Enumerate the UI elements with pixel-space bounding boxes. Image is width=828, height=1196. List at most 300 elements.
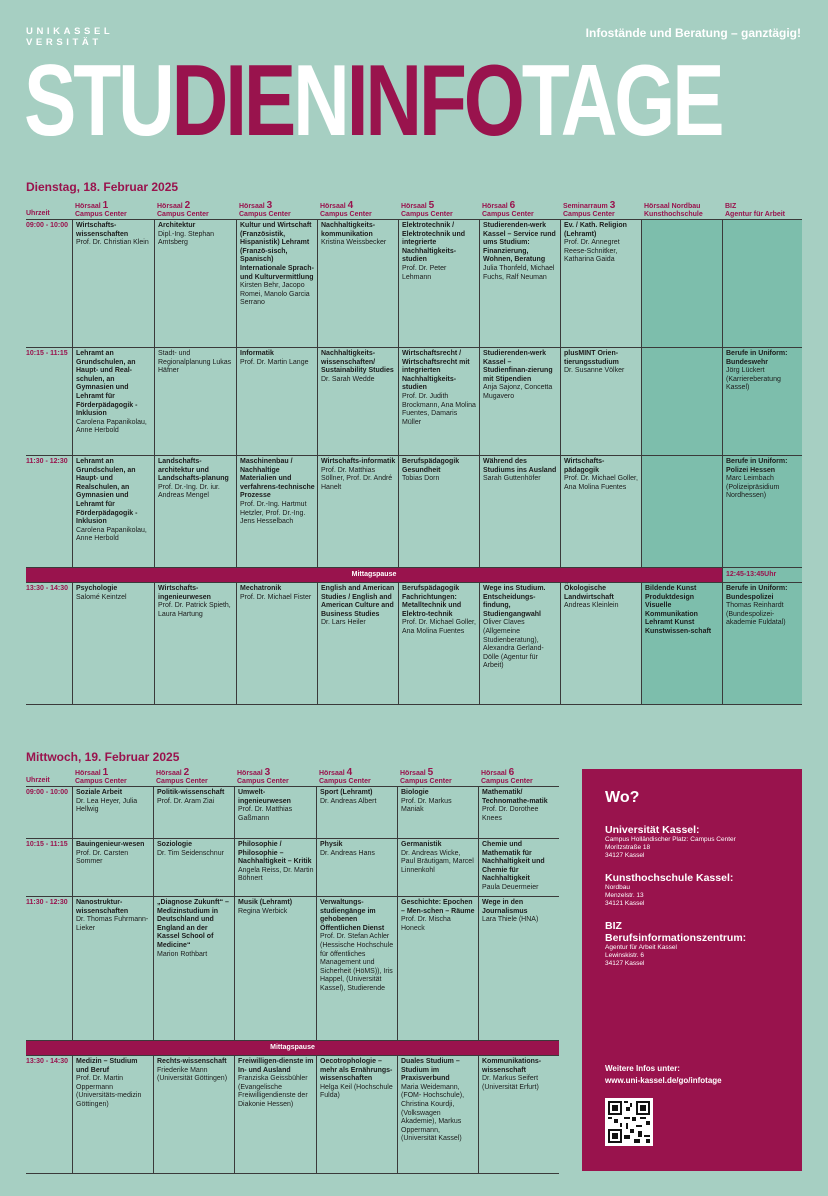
session-title-mathematik-technomathe-matik: Mathematik/ Technomathe-matik: [482, 789, 548, 805]
session-cell: [722, 348, 802, 455]
room-name-prefix: Hörsaal: [156, 770, 184, 777]
session-cell: [478, 897, 559, 1040]
session-title-bauingenieur-wesen: Bauingenieur-wesen: [76, 841, 145, 848]
session-title-berufe-in-uniform-bundespolizei: Berufe in Uniform: Bundespolizei: [726, 585, 788, 601]
session-cell: [479, 348, 560, 455]
time-slot: 09:00 - 10:00: [26, 222, 69, 229]
session-cell: [722, 456, 802, 567]
address-line: Agentur für Arbeit Kassel: [605, 944, 677, 951]
session-title-sport-lehramt: Sport (Lehramt): [320, 789, 373, 796]
room-number: 3: [609, 201, 616, 211]
session-speakers: Prof. Dr.-Ing. Hartmut Hetzler, Prof. Dr.-Ing. Jens Hesselbach: [240, 500, 307, 526]
session-title-wirtschafts-informatik: Wirtschafts-informatik: [321, 458, 396, 465]
room-name-prefix: Hörsaal: [401, 203, 429, 210]
session-title-während-des-studiums-ins-ausland: Während des Studiums ins Ausland: [483, 458, 557, 474]
session-title-berufe-in-uniform-bundeswehr: Berufe in Uniform: Bundeswehr: [726, 350, 788, 366]
address-line: Nordbau: [605, 884, 630, 891]
session-title-geschichte-epochen-men-schen-räume: Geschichte: Epochen – Men-schen – Räume: [401, 899, 475, 915]
session-speakers: Prof. Dr. Mischa Honeck: [401, 916, 451, 932]
session-cell: [641, 348, 722, 455]
biz-lunch-time: 12:45-13:45Uhr: [722, 568, 802, 582]
session-title-berufspädagogik-fachrichtungen-metalltec: Berufspädagogik Fachrichtungen: Metalltechnik und Elektro-technik: [402, 585, 462, 618]
schedule-row: [26, 348, 802, 456]
session-cell: [234, 1056, 316, 1173]
session-speakers: Dr. Markus Seifert (Universität Erfurt): [482, 1075, 539, 1091]
room-building: Campus Center: [239, 211, 291, 218]
session-speakers: Angela Reiss, Dr. Martin Böhnert: [238, 866, 314, 883]
room-name-prefix: Hörsaal: [75, 770, 103, 777]
session-title-nachhaltigkeits-wissenschaften-sustainab: Nachhaltigkeits-wissenschaften/ Sustainability Studies: [321, 350, 394, 375]
room-name: [75, 202, 153, 211]
room-name: [320, 202, 397, 211]
session-speakers: Prof. Dr. Michael Fister: [240, 593, 312, 601]
session-title-wirtschafts-ingenieurwesen: Wirtschafts-ingenieurwesen: [158, 585, 211, 601]
room-header-5: [397, 768, 478, 786]
location-biz-heading: [605, 920, 802, 944]
session-title-diagnose-zukunft-medizinstudium-in-deuts: „Diagnose Zukunft“ – Medizinstudium in Deutschland und England an der Kassel School of Medicine“: [157, 899, 229, 949]
room-header-1: [72, 768, 153, 786]
schedule-row-afternoon: [26, 1056, 559, 1174]
session-speakers: Franziska Geissbühler (Evangelische Freiwilligendienste der Diakonie Hessen): [238, 1075, 308, 1108]
session-title-architektur: Architektur: [158, 222, 196, 229]
session-cell: [317, 583, 398, 704]
room-name: [239, 202, 316, 211]
address-line: 34127 Kassel: [605, 960, 645, 967]
logo-line-1: UNIKASSEL: [26, 26, 114, 37]
session-speakers: Dr. Andreas Wicke, Paul Bräutigam, Marcel Linnenkohl: [401, 849, 474, 874]
session-title-kommunikations-wissenschaft: Kommunikations-wissenschaft: [482, 1058, 542, 1074]
lunch-break-bar: Mittagspause: [26, 568, 722, 582]
room-name-prefix: Hörsaal: [482, 203, 510, 210]
session-cell: [722, 220, 802, 347]
session-speakers: Prof. Dr. Carsten Sommer: [76, 849, 129, 866]
session-cell: [478, 787, 559, 838]
session-speakers: Anja Sajonz, Concetta Mugavero: [483, 384, 553, 400]
room-header-3: [234, 768, 316, 786]
session-title-mechatronik: Mechatronik: [240, 585, 282, 592]
session-speakers: Lara Thiele (HNA): [482, 916, 539, 924]
room-number: 4: [347, 201, 354, 211]
session-cell: [479, 456, 560, 567]
session-title-ev-kath-religion-lehramt: Ev. / Kath. Religion (Lehramt): [564, 222, 627, 238]
session-cell: [398, 220, 479, 347]
room-name-prefix: Hörsaal: [319, 770, 347, 777]
session-title-wege-ins-studium-entscheidungs-findung-s: Wege ins Studium. Entscheidungs-findung, Studiengangwahl: [483, 585, 546, 618]
room-building: Kunsthochschule: [644, 211, 703, 218]
room-header-4: [316, 768, 397, 786]
session-speakers: Prof. Dr. Stefan Achler (Hessische Hochschule für öffentliches Management und Sicherheit (HöMS)), Iris Happel, (Universität Kassel), Studierende: [320, 933, 394, 992]
page-title: [24, 45, 722, 157]
session-speakers: Dr. Susanne Völker: [564, 367, 625, 375]
lunch-row: [26, 568, 802, 583]
tuesday-schedule: [26, 201, 802, 705]
room-name: [75, 769, 152, 778]
room-name: [482, 202, 559, 211]
room-header-8: [641, 201, 722, 219]
session-title-english-and-american-studies-english-and: English and American Studies / English and American Culture and Business Studies: [321, 585, 395, 618]
session-cell: [398, 348, 479, 455]
session-cell: [72, 787, 153, 838]
session-title-soziologie: Soziologie: [157, 841, 192, 848]
session-title-nachhaltigkeits-kommunikation: Nachhaltigkeits-kommunikation: [321, 222, 376, 238]
address-line: 34121 Kassel: [605, 900, 645, 907]
room-building: Agentur für Arbeit: [725, 211, 786, 218]
session-cell: [397, 839, 478, 896]
session-cell: [72, 1056, 153, 1173]
session-cell: [72, 456, 154, 567]
biz-abbrev: BIZ: [605, 920, 622, 932]
room-number: 3: [266, 201, 273, 211]
room-number: 6: [509, 201, 516, 211]
session-speakers: Andreas Kleinlein: [564, 602, 619, 610]
logo-line-2: VERSITÄT: [26, 37, 102, 48]
room-header-9: [722, 201, 802, 219]
room-name-prefix: Hörsaal: [239, 203, 267, 210]
session-speakers: Prof. Dr. Matthias Söllner, Prof. Dr. André Hanelt: [321, 466, 393, 491]
room-name: [401, 202, 478, 211]
schedule-row: [26, 456, 802, 568]
location-box: [582, 769, 802, 1171]
title-part-stu: STU: [24, 45, 172, 157]
session-cell: [153, 839, 234, 896]
time-slot: 10:15 - 11:15: [26, 841, 68, 848]
time-slot: 11:30 - 12:30: [26, 899, 68, 906]
session-cell: [398, 583, 479, 704]
room-name: [157, 202, 235, 211]
session-cell: [236, 456, 317, 567]
session-speakers: Dr. Thomas Fuhrmann-Lieker: [76, 916, 149, 932]
more-info-link[interactable]: www.uni-kassel.de/go/infotage: [605, 1076, 722, 1085]
session-speakers: Prof. Dr.-Ing. Dr. iur. Andreas Mengel: [158, 483, 220, 500]
room-building: Campus Center: [401, 211, 453, 218]
session-speakers: Stadt- und Regionalplanung Lukas Häfner: [158, 350, 232, 375]
session-speakers: Thomas Reinhardt (Bundespolizei-akademie Fuldatal): [726, 602, 786, 627]
wednesday-date: Mittwoch, 19. Februar 2025: [26, 750, 180, 764]
session-cell: [641, 220, 722, 347]
title-part-info: INFO: [346, 45, 522, 157]
time-column-header: Uhrzeit: [26, 210, 50, 217]
session-speakers: Dr. Sarah Wedde: [321, 375, 375, 383]
session-title-politik-wissenschaft: Politik-wissenschaft: [157, 789, 225, 796]
session-speakers: Friederike Mann (Universität Göttingen): [157, 1066, 228, 1083]
time-slot: 13:30 - 14:30: [26, 585, 69, 592]
session-title-studierenden-werk-kassel-service-rund-um: Studierenden-werk Kassel – Service rund ums Studium: Finanzierung, Wohnen, Beratung: [483, 222, 556, 264]
room-header-5: [398, 201, 479, 219]
room-building: Campus Center: [563, 211, 615, 218]
session-speakers: Prof. Dr. Peter Lehmann: [402, 264, 447, 281]
session-speakers: Maria Weidemann, (FOM- Hochschule), Christina Kourdji, (Volkswagen Akademie), Markus Oppermann, (Universität Kassel): [401, 1083, 465, 1143]
room-number: 1: [102, 768, 109, 778]
session-cell: [397, 787, 478, 838]
session-cell: [479, 583, 560, 704]
session-cell: [153, 787, 234, 838]
session-title-chemie-und-mathematik-für-nachhaltigkeit: Chemie und Mathematik für Nachhaltigkeit und Chemie für Nachhaltigkeit: [482, 841, 545, 883]
session-title-wirtschaftsrecht-wirtschaftsrecht-mit-in: Wirtschaftsrecht / Wirtschaftsrecht mit integrierten Nachhaltigkeits-studien: [402, 350, 470, 392]
session-title-plusmint-orien-tierungsstudium: plusMINT Orien-tierungsstudium: [564, 350, 619, 366]
room-building: Campus Center: [400, 778, 452, 785]
session-speakers: Prof. Dr. Patrick Spieth, Laura Hartung: [158, 602, 231, 618]
session-speakers: Prof. Dr. Martin Oppermann (Universitäts-medizin Göttingen): [76, 1075, 142, 1108]
location-uni-heading: Universität Kassel:: [605, 824, 700, 836]
session-speakers: Marc Leimbach (Polizeipräsidium Nordhessen): [726, 475, 780, 500]
session-title-philosophie-philosophie-nachhaltigkeit-k: Philosophie / Philosophie – Nachhaltigkeit – Kritik: [238, 841, 312, 866]
session-cell: [236, 348, 317, 455]
session-title-soziale-arbeit: Soziale Arbeit: [76, 789, 123, 796]
session-title-verwaltungs-studiengänge-im-gehobenen-öf: Verwaltungs-studiengänge im gehobenen Öffentlichen Dienst: [320, 899, 385, 932]
address-line: Moritzstraße 18: [605, 844, 651, 851]
location-title: Wo?: [605, 789, 640, 806]
session-speakers: Prof. Dr. Matthias Gaßmann: [238, 806, 293, 822]
session-cell: [72, 897, 153, 1040]
session-title-psychologie: Psychologie: [76, 585, 118, 592]
time-slot: 09:00 - 10:00: [26, 789, 69, 796]
session-speakers: Prof. Dr. Aram Ziai: [157, 797, 215, 805]
room-name-prefix: Hörsaal: [75, 203, 103, 210]
room-name: [319, 769, 396, 778]
biz-full: Berufsinformationszentrum:: [605, 932, 747, 944]
room-name-prefix: Hörsaal Nordbau: [644, 203, 701, 210]
schedule-row: [26, 220, 802, 348]
room-header-2: [153, 768, 234, 786]
room-header-2: [154, 201, 236, 219]
room-name: [400, 769, 477, 778]
session-cell: [154, 220, 236, 347]
schedule-header-row: [26, 201, 802, 220]
session-cell: [234, 839, 316, 896]
session-title-wirtschafts-pädagogik: Wirtschafts-pädagogik: [564, 458, 605, 474]
session-cell: [397, 897, 478, 1040]
room-header-3: [236, 201, 317, 219]
schedule-row: [26, 839, 559, 897]
address-line: Menzelstr. 13: [605, 892, 644, 899]
session-speakers: Sarah Guttenhöfer: [483, 475, 541, 483]
room-name: [563, 202, 640, 211]
location-kunsthochschule-heading: Kunsthochschule Kassel:: [605, 872, 734, 884]
session-cell: [722, 583, 802, 704]
session-speakers: Prof. Dr. Christian Klein: [76, 239, 149, 247]
location-uni-address: [605, 836, 802, 860]
session-cell: [72, 348, 154, 455]
time-slot: 10:15 - 11:15: [26, 350, 68, 357]
room-number: 3: [264, 768, 271, 778]
session-speakers: Oliver Claves (Allgemeine Studienberatung), Alexandra Gerland-Dölle (Agentur für Arbeit): [483, 619, 544, 670]
session-title-wege-in-den-journalismus: Wege in den Journalismus: [482, 899, 528, 915]
session-cell: [316, 787, 397, 838]
tuesday-date: Dienstag, 18. Februar 2025: [26, 180, 179, 194]
session-speakers: Prof. Dr. Judith Brockmann, Ana Molina Fuentes, Damaris Müller: [402, 392, 476, 426]
room-number: 5: [427, 768, 434, 778]
session-speakers: Helga Keil (Hochschule Fulda): [320, 1083, 393, 1100]
session-cell: [641, 583, 722, 704]
session-title-rechts-wissenschaft: Rechts-wissenschaft: [157, 1058, 227, 1065]
session-speakers: Marion Rothbart: [157, 950, 208, 958]
session-cell: [153, 897, 234, 1040]
session-speakers: Prof. Dr. Michael Goller, Ana Molina Fuentes: [564, 475, 638, 491]
room-number: 1: [102, 201, 109, 211]
room-building: Campus Center: [319, 778, 371, 785]
address-line: Campus Holländischer Platz: Campus Center: [605, 836, 736, 843]
session-speakers: Kirsten Behr, Jacopo Romei, Manolo Garcia Serrano: [240, 282, 310, 307]
room-name: [725, 202, 801, 211]
room-number: 4: [346, 768, 353, 778]
session-title-maschinenbau-nachhaltige-materialien-und: Maschinenbau / Nachhaltige Materialien und verfahrens-technische Prozesse: [240, 458, 315, 500]
room-building: Campus Center: [237, 778, 289, 785]
session-speakers: Carolena Papanikolau, Anne Herbold: [76, 418, 147, 435]
room-number: 6: [508, 768, 515, 778]
session-speakers: Prof. Dr. Martin Lange: [240, 358, 309, 366]
session-cell: [478, 839, 559, 896]
room-header-6: [478, 768, 559, 786]
session-cell: [154, 456, 236, 567]
session-speakers: Carolena Papanikolau, Anne Herbold: [76, 526, 147, 543]
address-line: 34127 Kassel: [605, 852, 645, 859]
session-cell: [316, 839, 397, 896]
session-speakers: Jörg Lückert (Karriereberatung Kassel): [726, 367, 781, 392]
session-speakers: Prof. Dr. Michael Goller, Ana Molina Fuentes: [402, 619, 476, 635]
session-speakers: Regina Werbick: [238, 907, 288, 915]
session-cell: [72, 839, 153, 896]
session-cell: [560, 456, 641, 567]
room-name-prefix: Seminarraum: [563, 203, 610, 210]
room-name: [237, 769, 315, 778]
session-title-elektrotechnik-elektrotechnik-und-integr: Elektrotechnik / Elektrotechnik und integrierte Nachhaltigkeits-studien: [402, 222, 466, 264]
session-speakers: Julia Thonfeld, Michael Fuchs, Ralf Neuman: [483, 264, 555, 281]
session-title-informatik: Informatik: [240, 350, 274, 357]
location-biz-address: [605, 944, 802, 968]
room-name-prefix: Hörsaal: [400, 770, 428, 777]
session-title-lehramt-an-grundschulen-an-haupt-und-rea: Lehramt an Grundschulen, an Haupt- und Real-schulen, an Gymnasien und Lehramt für Förderpädagogik - Inklusion: [76, 350, 138, 418]
session-title-biologie: Biologie: [401, 789, 429, 796]
session-cell: [560, 583, 641, 704]
session-cell: [317, 348, 398, 455]
session-title-umwelt-ingenieurwesen: Umwelt-ingenieurwesen: [238, 789, 291, 805]
session-speakers: Dr. Andreas Albert: [320, 797, 377, 805]
more-info: [605, 1063, 722, 1087]
session-cell: [317, 456, 398, 567]
session-title-nanostruktur-wissenschaften: Nanostruktur-wissenschaften: [76, 899, 129, 915]
session-title-landschafts-architektur-und-landschafts-: Landschafts-architektur und Landschafts-planung: [158, 458, 229, 483]
room-header-1: [72, 201, 154, 219]
tagline: Infostände und Beratung – ganztägig!: [585, 26, 801, 40]
session-title-oecotrophologie-mehr-als-ernährungs-wiss: Oecotrophologie – mehr als Ernährungs-wissenschaften: [320, 1058, 393, 1083]
session-title-kultur-und-wirtschaft-französistik-hispa: Kultur und Wirtschaft (Französistik, Hispanistik) Lehramt (Franzö-sisch, Spanisch) Internationale Sprach- und Kulturvermittlung: [240, 222, 314, 281]
session-speakers: Salomé Keintzel: [76, 593, 127, 601]
session-cell: [478, 1056, 559, 1173]
session-title-physik: Physik: [320, 841, 343, 848]
session-cell: [397, 1056, 478, 1173]
session-title-musik-lehramt: Musik (Lehramt): [238, 899, 293, 906]
time-column-header: Uhrzeit: [26, 777, 50, 784]
session-cell: [234, 897, 316, 1040]
session-speakers: Prof. Dr. Annegret Reese-Schnitker, Katharina Gaida: [564, 239, 620, 264]
session-cell: [560, 220, 641, 347]
session-cell: [316, 897, 397, 1040]
qr-code[interactable]: [605, 1098, 653, 1146]
room-building: Campus Center: [482, 211, 534, 218]
session-cell: [153, 1056, 234, 1173]
session-title-duales-studium-studium-im-praxisverbund: Duales Studium – Studium im Praxisverbund: [401, 1058, 460, 1083]
session-speakers: Kristina Weissbecker: [321, 239, 387, 247]
qr-code-graphic: [608, 1101, 650, 1143]
location-kunsthochschule-address: [605, 884, 802, 908]
session-title-germanistik: Germanistik: [401, 841, 442, 848]
schedule-header-row: [26, 768, 559, 787]
room-name: [481, 769, 558, 778]
room-header-6: [479, 201, 560, 219]
session-cell: [236, 220, 317, 347]
session-cell: [72, 220, 154, 347]
title-part-die: DIE: [171, 45, 294, 157]
session-cell: [72, 583, 154, 704]
session-title-studierenden-werk-kassel-studienfinan-zi: Studierenden-werk Kassel – Studienfinan-zierung mit Stipendien: [483, 350, 553, 383]
room-building: Campus Center: [320, 211, 372, 218]
room-name-prefix: Hörsaal: [237, 770, 265, 777]
session-title-wirtschafts-wissenschaften: Wirtschafts-wissenschaften: [76, 222, 129, 238]
session-speakers: Dr. Andreas Hans: [320, 849, 375, 857]
schedule-row: [26, 787, 559, 839]
room-header-4: [317, 201, 398, 219]
room-building: Campus Center: [75, 211, 127, 218]
session-speakers: Prof. Dr. Markus Maniak: [401, 797, 452, 814]
session-title-ökologische-landwirtschaft: Ökologische Landwirtschaft: [564, 585, 614, 601]
session-speakers: Paula Deuermeier: [482, 883, 539, 891]
room-building: Campus Center: [481, 778, 533, 785]
session-speakers: Dipl.-Ing. Stephan Amtsberg: [158, 230, 215, 247]
session-title-berufspädagogik-gesundheit: Berufspädagogik Gesundheit: [402, 458, 460, 474]
title-part-tage: TAGE: [521, 45, 722, 157]
session-title-lehramt-an-grundschulen-an-haupt-und-rea: Lehramt an Grundschulen, an Haupt- und Realschulen, an Gymnasien und Lehramt für Förderpädagogik - Inklusion: [76, 458, 138, 526]
session-cell: [641, 456, 722, 567]
title-part-n: N: [293, 45, 347, 157]
session-cell: [234, 787, 316, 838]
more-info-label: Weitere Infos unter:: [605, 1064, 680, 1073]
room-name-prefix: BIZ: [725, 203, 737, 210]
session-title-bildende-kunst-produktdesign-visuelle-ko: Bildende Kunst Produktdesign Visuelle Kommunikation Lehramt Kunst Kunstwissen-schaft: [645, 585, 712, 635]
room-name-prefix: Hörsaal: [320, 203, 348, 210]
session-cell: [154, 348, 236, 455]
address-line: Lewinskistr. 6: [605, 952, 645, 959]
time-slot: 11:30 - 12:30: [26, 458, 68, 465]
room-name-prefix: Hörsaal: [481, 770, 509, 777]
session-speakers: Dr. Lea Heyer, Julia Hellwig: [76, 797, 138, 814]
session-speakers: Dr. Lars Heiler: [321, 619, 366, 627]
room-number: 5: [428, 201, 435, 211]
session-cell: [560, 348, 641, 455]
session-cell: [479, 220, 560, 347]
session-cell: [316, 1056, 397, 1173]
room-building: Campus Center: [156, 778, 208, 785]
session-title-freiwilligen-dienste-im-in-und-ausland: Freiwilligen-dienste im In- und Ausland: [238, 1058, 314, 1074]
session-speakers: Tobias Dorn: [402, 475, 440, 483]
time-slot: 13:30 - 14:30: [26, 1058, 69, 1065]
session-cell: [154, 583, 236, 704]
session-cell: [236, 583, 317, 704]
room-name-prefix: Hörsaal: [157, 203, 185, 210]
lunch-break-bar: Mittagspause: [26, 1041, 559, 1055]
schedule-row: [26, 897, 559, 1041]
wednesday-schedule: [26, 768, 559, 1174]
lunch-row: [26, 1041, 559, 1056]
schedule-row-afternoon: [26, 583, 802, 705]
room-header-7: [560, 201, 641, 219]
room-name: [156, 769, 233, 778]
session-cell: [398, 456, 479, 567]
room-name: [644, 202, 721, 211]
room-building: Campus Center: [157, 211, 209, 218]
session-speakers: Dr. Tim Seidenschnur: [157, 849, 224, 857]
session-cell: [317, 220, 398, 347]
room-building: Campus Center: [75, 778, 127, 785]
